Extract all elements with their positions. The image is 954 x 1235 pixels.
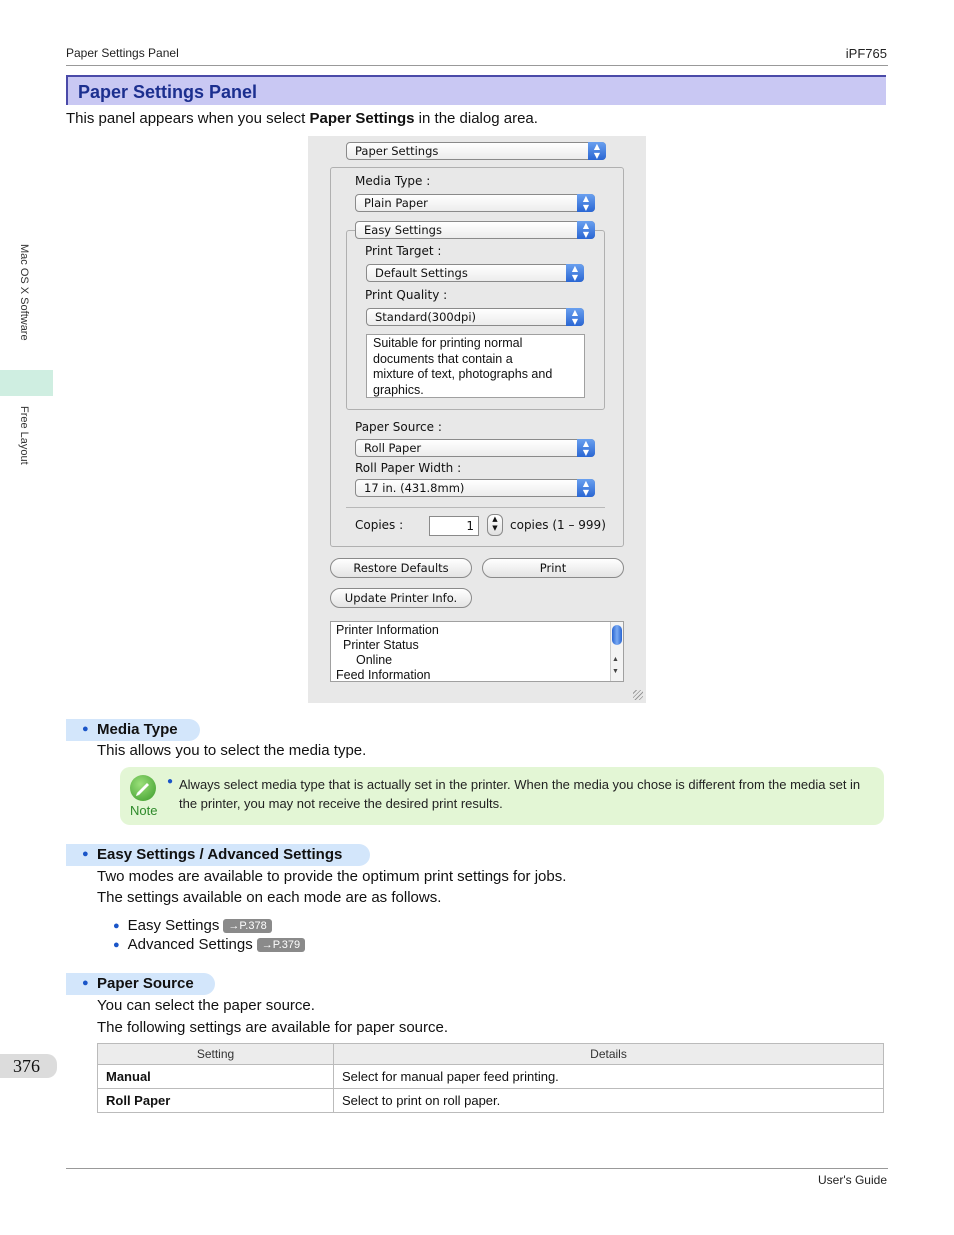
bullet-icon: ● — [82, 723, 89, 735]
page-reference-link[interactable]: →P.379 — [257, 938, 305, 952]
paper-source-label: Paper Source : — [355, 420, 442, 434]
description-line: documents that contain a — [373, 351, 513, 366]
table-row — [98, 1065, 884, 1089]
table-header-details: Details — [334, 1044, 884, 1065]
intro-paragraph — [66, 110, 538, 127]
table-cell-details: Select for manual paper feed printing. — [334, 1065, 884, 1089]
mode-select-popup[interactable] — [355, 221, 595, 239]
table-header-row — [98, 1044, 884, 1065]
table-row — [98, 1089, 884, 1113]
note-text — [179, 775, 869, 813]
paper-source-body-2: The following settings are available for paper source. — [97, 1019, 449, 1036]
panel-select-value: Paper Settings — [355, 144, 439, 158]
intro-text: This panel appears when you select — [66, 110, 310, 127]
header-divider — [66, 65, 888, 66]
bullet-icon: ● — [113, 939, 120, 951]
print-quality-popup[interactable] — [366, 308, 584, 326]
note-pencil-icon — [130, 775, 156, 801]
info-scrollbar[interactable] — [610, 622, 623, 681]
print-target-popup[interactable] — [366, 264, 584, 282]
scroll-thumb[interactable] — [612, 625, 622, 645]
easy-advanced-body-1: Two modes are available to provide the optimum print settings for jobs. — [97, 868, 567, 885]
intro-text-end: in the dialog area. — [414, 110, 538, 127]
popup-arrows-icon: ▲ ▼ — [577, 439, 595, 457]
description-line: mixture of text, photographs and — [373, 367, 553, 381]
side-tab-highlight — [0, 370, 53, 396]
footer-divider — [66, 1168, 888, 1169]
print-target-value: Default Settings — [375, 266, 468, 280]
copies-stepper[interactable]: ▲ ▼ — [487, 514, 503, 536]
panel-select-popup[interactable] — [346, 142, 606, 160]
section-title-bar — [66, 75, 886, 105]
roll-width-popup[interactable] — [355, 479, 595, 497]
running-header-title: Paper Settings Panel — [66, 46, 179, 60]
running-header-model: iPF765 — [845, 46, 887, 61]
list-item[interactable]: Printer Status — [343, 638, 419, 652]
print-quality-value: Standard(300dpi) — [375, 310, 477, 324]
scroll-up-icon[interactable]: ▲ — [612, 655, 619, 663]
resize-grip-icon[interactable] — [633, 690, 643, 700]
media-type-heading-text: Media Type — [97, 721, 178, 738]
page-number: 376 — [13, 1056, 40, 1076]
table-header-setting: Setting — [98, 1044, 334, 1065]
media-type-label: Media Type : — [355, 174, 431, 188]
roll-width-value: 17 in. (431.8mm) — [364, 481, 465, 495]
popup-arrows-icon: ▲ ▼ — [566, 308, 584, 326]
popup-arrows-icon: ▲ ▼ — [566, 264, 584, 282]
note-line: Always select media type that is actually set in the printer. When the media you chose is different from the media set in — [179, 777, 861, 792]
paper-source-heading — [66, 973, 215, 995]
paper-source-body-1: You can select the paper source. — [97, 997, 315, 1014]
restore-defaults-button[interactable]: Restore Defaults — [330, 558, 472, 578]
print-quality-label: Print Quality : — [365, 288, 448, 302]
media-type-heading — [66, 719, 200, 741]
print-target-label: Print Target : — [365, 244, 442, 258]
paper-source-value: Roll Paper — [364, 441, 422, 455]
popup-arrows-icon: ▲ ▼ — [577, 194, 595, 212]
table-cell-setting: Roll Paper — [98, 1089, 334, 1113]
list-item[interactable]: Printer Information — [336, 623, 439, 637]
paper-source-heading-text: Paper Source — [97, 975, 194, 992]
copies-label: Copies : — [355, 518, 404, 532]
note-box — [120, 767, 884, 825]
paper-settings-dialog — [308, 136, 646, 703]
description-line: Suitable for printing normal — [373, 336, 523, 350]
printer-information-list[interactable] — [330, 621, 624, 682]
section-title: Paper Settings Panel — [78, 82, 258, 102]
media-type-body: This allows you to select the media type. — [97, 742, 367, 759]
paper-source-popup[interactable] — [355, 439, 595, 457]
copies-range-label: copies (1 – 999) — [510, 518, 606, 532]
note-label: Note — [130, 803, 158, 818]
side-tab-mac-os-x-software[interactable]: Mac OS X Software — [18, 244, 30, 341]
popup-arrows-icon: ▲ ▼ — [588, 142, 606, 160]
easy-advanced-body-2: The settings available on each mode are as follows. — [97, 889, 442, 906]
easy-advanced-heading — [66, 844, 370, 866]
table-cell-setting: Manual — [98, 1065, 334, 1089]
bullet-icon: ● — [82, 977, 89, 989]
update-printer-info-button[interactable]: Update Printer Info. — [330, 588, 472, 608]
easy-advanced-heading-text: Easy Settings / Advanced Settings — [97, 846, 343, 863]
bullet-icon: ● — [167, 776, 174, 787]
list-item-label: Advanced Settings — [127, 936, 253, 953]
popup-arrows-icon: ▲ ▼ — [577, 479, 595, 497]
print-button[interactable]: Print — [482, 558, 624, 578]
list-item-advanced-settings — [113, 936, 305, 953]
paper-source-table — [97, 1043, 884, 1113]
table-cell-details: Select to print on roll paper. — [334, 1089, 884, 1113]
page-number-tab — [0, 1054, 57, 1078]
side-tab-free-layout[interactable]: Free Layout — [18, 406, 30, 465]
list-item[interactable]: Online — [356, 653, 393, 667]
list-item[interactable]: Feed Information — [336, 668, 431, 682]
popup-arrows-icon: ▲ ▼ — [577, 221, 595, 239]
divider — [346, 507, 605, 508]
bullet-icon: ● — [82, 848, 89, 860]
bullet-icon: ● — [113, 920, 120, 932]
mode-select-value: Easy Settings — [364, 223, 442, 237]
media-type-value: Plain Paper — [364, 196, 428, 210]
footer-guide-title: User's Guide — [818, 1173, 887, 1187]
note-line: the printer, you may not receive the desired print results. — [179, 796, 503, 811]
scroll-down-icon[interactable]: ▼ — [612, 667, 619, 675]
list-item-easy-settings — [113, 917, 272, 934]
roll-width-label: Roll Paper Width : — [355, 461, 462, 475]
quality-description-box — [366, 334, 585, 398]
description-line: graphics. — [373, 382, 424, 397]
page-reference-link[interactable]: →P.378 — [223, 919, 271, 933]
list-item-label: Easy Settings — [127, 917, 220, 934]
intro-bold: Paper Settings — [309, 110, 415, 127]
copies-input[interactable]: 1 — [429, 516, 479, 536]
media-type-popup[interactable] — [355, 194, 595, 212]
